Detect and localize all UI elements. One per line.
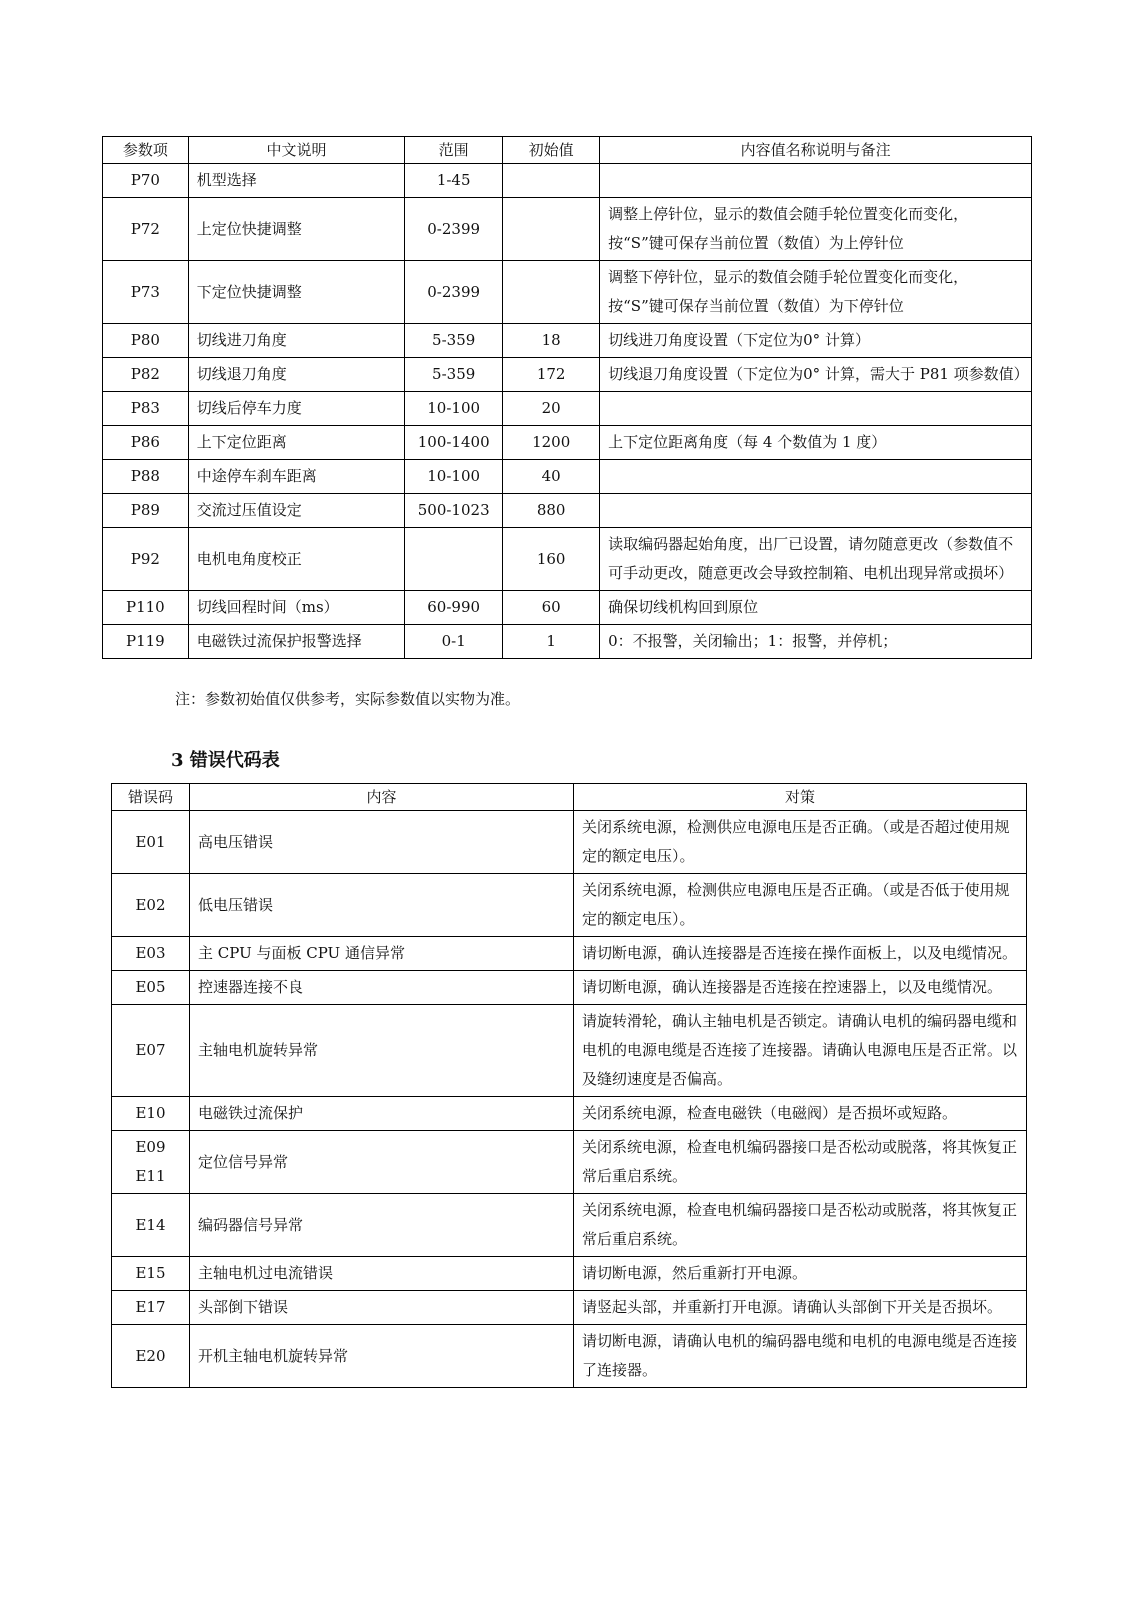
table-row xyxy=(103,324,1032,358)
error-code: E14 xyxy=(112,1194,190,1257)
error-action: 关闭系统电源，检测供应电源电压是否正确。（或是否超过使用规定的额定电压）。 xyxy=(574,811,1027,874)
param-code: P86 xyxy=(103,426,189,460)
param-range: 60-990 xyxy=(405,591,503,625)
param-note xyxy=(600,164,1032,198)
param-range: 1-45 xyxy=(405,164,503,198)
param-note xyxy=(600,460,1032,494)
error-action: 请切断电源，确认连接器是否连接在操作面板上，以及电缆情况。 xyxy=(574,937,1027,971)
footnote: 注：参数初始值仅供参考，实际参数值以实物为准。 xyxy=(175,690,521,708)
table-row xyxy=(112,1325,1027,1388)
param-note: 切线退刀角度设置（下定位为0° 计算，需大于 P81 项参数值） xyxy=(600,358,1032,392)
table-row xyxy=(112,1257,1027,1291)
error-code: E17 xyxy=(112,1291,190,1325)
header-action: 对策 xyxy=(574,784,1027,811)
error-action: 请竖起头部，并重新打开电源。请确认头部倒下开关是否损坏。 xyxy=(574,1291,1027,1325)
param-code: P119 xyxy=(103,625,189,659)
param-note xyxy=(600,494,1032,528)
param-init: 20 xyxy=(503,392,600,426)
param-init: 880 xyxy=(503,494,600,528)
param-note: 读取编码器起始角度，出厂已设置，请勿随意更改（参数值不可手动更改，随意更改会导致控制箱、电机出现异常或损坏） xyxy=(600,528,1032,591)
error-code: E10 xyxy=(112,1097,190,1131)
param-note: 上下定位距离角度（每 4 个数值为 1 度） xyxy=(600,426,1032,460)
param-init: 40 xyxy=(503,460,600,494)
param-code: P72 xyxy=(103,198,189,261)
table-row xyxy=(112,937,1027,971)
error-action: 请切断电源，确认连接器是否连接在控速器上，以及电缆情况。 xyxy=(574,971,1027,1005)
table-row xyxy=(103,625,1032,659)
error-code: E05 xyxy=(112,971,190,1005)
param-range: 0-2399 xyxy=(405,261,503,324)
error-content: 主轴电机旋转异常 xyxy=(190,1005,574,1097)
param-note: 切线进刀角度设置（下定位为0° 计算） xyxy=(600,324,1032,358)
param-desc: 交流过压值设定 xyxy=(188,494,404,528)
table-row xyxy=(103,164,1032,198)
param-code: P92 xyxy=(103,528,189,591)
error-action: 关闭系统电源，检查电机编码器接口是否松动或脱落，将其恢复正常后重启系统。 xyxy=(574,1131,1027,1194)
error-code: E09 E11 xyxy=(112,1131,190,1194)
param-range xyxy=(405,528,503,591)
error-action: 关闭系统电源，检测供应电源电压是否正确。（或是否低于使用规定的额定电压）。 xyxy=(574,874,1027,937)
error-code: E07 xyxy=(112,1005,190,1097)
table-row xyxy=(112,1194,1027,1257)
error-action: 请切断电源，然后重新打开电源。 xyxy=(574,1257,1027,1291)
header-range: 范围 xyxy=(405,137,503,164)
param-init: 60 xyxy=(503,591,600,625)
param-note: 调整上停针位，显示的数值会随手轮位置变化而变化，按“S”键可保存当前位置（数值）为上停针位 xyxy=(600,198,1032,261)
param-code: P80 xyxy=(103,324,189,358)
section-heading: 3 错误代码表 xyxy=(171,750,280,771)
param-range: 0-1 xyxy=(405,625,503,659)
header-note: 内容值名称说明与备注 xyxy=(600,137,1032,164)
param-range: 10-100 xyxy=(405,460,503,494)
param-range: 5-359 xyxy=(405,324,503,358)
table-row xyxy=(103,358,1032,392)
table-row xyxy=(103,261,1032,324)
param-code: P89 xyxy=(103,494,189,528)
table-row xyxy=(103,494,1032,528)
param-code: P83 xyxy=(103,392,189,426)
error-content: 开机主轴电机旋转异常 xyxy=(190,1325,574,1388)
error-action: 请切断电源，请确认电机的编码器电缆和电机的电源电缆是否连接了连接器。 xyxy=(574,1325,1027,1388)
error-code: E20 xyxy=(112,1325,190,1388)
table-row xyxy=(103,528,1032,591)
error-code: E01 xyxy=(112,811,190,874)
param-desc: 切线后停车力度 xyxy=(188,392,404,426)
table-row xyxy=(103,591,1032,625)
error-table-header xyxy=(112,784,1027,811)
error-content: 高电压错误 xyxy=(190,811,574,874)
param-code: P70 xyxy=(103,164,189,198)
header-error-code: 错误码 xyxy=(112,784,190,811)
table-row xyxy=(112,1005,1027,1097)
param-init xyxy=(503,261,600,324)
parameter-table-header xyxy=(103,137,1032,164)
param-init xyxy=(503,164,600,198)
param-init: 160 xyxy=(503,528,600,591)
error-code: E03 xyxy=(112,937,190,971)
table-row xyxy=(112,811,1027,874)
param-init: 172 xyxy=(503,358,600,392)
error-action: 关闭系统电源，检查电机编码器接口是否松动或脱落，将其恢复正常后重启系统。 xyxy=(574,1194,1027,1257)
error-content: 控速器连接不良 xyxy=(190,971,574,1005)
table-row xyxy=(112,1097,1027,1131)
param-desc: 切线退刀角度 xyxy=(188,358,404,392)
header-content: 内容 xyxy=(190,784,574,811)
header-param: 参数项 xyxy=(103,137,189,164)
param-note: 确保切线机构回到原位 xyxy=(600,591,1032,625)
param-range: 100-1400 xyxy=(405,426,503,460)
error-action: 请旋转滑轮，确认主轴电机是否锁定。请确认电机的编码器电缆和电机的电源电缆是否连接了连接器。请确认电源电压是否正常。以及缝纫速度是否偏高。 xyxy=(574,1005,1027,1097)
table-row xyxy=(103,460,1032,494)
error-action: 关闭系统电源，检查电磁铁（电磁阀）是否损坏或短路。 xyxy=(574,1097,1027,1131)
param-code: P82 xyxy=(103,358,189,392)
param-desc: 电磁铁过流保护报警选择 xyxy=(188,625,404,659)
param-desc: 下定位快捷调整 xyxy=(188,261,404,324)
header-desc: 中文说明 xyxy=(188,137,404,164)
param-desc: 切线回程时间（ms） xyxy=(188,591,404,625)
parameter-table xyxy=(102,136,1032,659)
param-note: 调整下停针位，显示的数值会随手轮位置变化而变化，按“S”键可保存当前位置（数值）为下停针位 xyxy=(600,261,1032,324)
param-desc: 电机电角度校正 xyxy=(188,528,404,591)
param-desc: 中途停车刹车距离 xyxy=(188,460,404,494)
error-content: 定位信号异常 xyxy=(190,1131,574,1194)
param-desc: 上定位快捷调整 xyxy=(188,198,404,261)
param-init: 18 xyxy=(503,324,600,358)
param-code: P88 xyxy=(103,460,189,494)
table-row xyxy=(112,971,1027,1005)
header-init: 初始值 xyxy=(503,137,600,164)
param-code: P73 xyxy=(103,261,189,324)
error-code-table xyxy=(111,783,1027,1388)
error-content: 编码器信号异常 xyxy=(190,1194,574,1257)
param-range: 10-100 xyxy=(405,392,503,426)
table-row xyxy=(103,198,1032,261)
param-note xyxy=(600,392,1032,426)
table-row xyxy=(103,426,1032,460)
param-init: 1 xyxy=(503,625,600,659)
table-row xyxy=(112,1291,1027,1325)
table-row xyxy=(112,1131,1027,1194)
error-code: E02 xyxy=(112,874,190,937)
param-desc: 切线进刀角度 xyxy=(188,324,404,358)
param-init xyxy=(503,198,600,261)
error-content: 低电压错误 xyxy=(190,874,574,937)
table-row xyxy=(103,392,1032,426)
table-row xyxy=(112,874,1027,937)
param-code: P110 xyxy=(103,591,189,625)
error-code: E15 xyxy=(112,1257,190,1291)
param-range: 500-1023 xyxy=(405,494,503,528)
error-content: 头部倒下错误 xyxy=(190,1291,574,1325)
error-content: 主轴电机过电流错误 xyxy=(190,1257,574,1291)
param-note: 0：不报警，关闭输出；1：报警，并停机； xyxy=(600,625,1032,659)
param-desc: 上下定位距离 xyxy=(188,426,404,460)
param-range: 5-359 xyxy=(405,358,503,392)
error-content: 电磁铁过流保护 xyxy=(190,1097,574,1131)
param-init: 1200 xyxy=(503,426,600,460)
error-content: 主 CPU 与面板 CPU 通信异常 xyxy=(190,937,574,971)
param-desc: 机型选择 xyxy=(188,164,404,198)
param-range: 0-2399 xyxy=(405,198,503,261)
